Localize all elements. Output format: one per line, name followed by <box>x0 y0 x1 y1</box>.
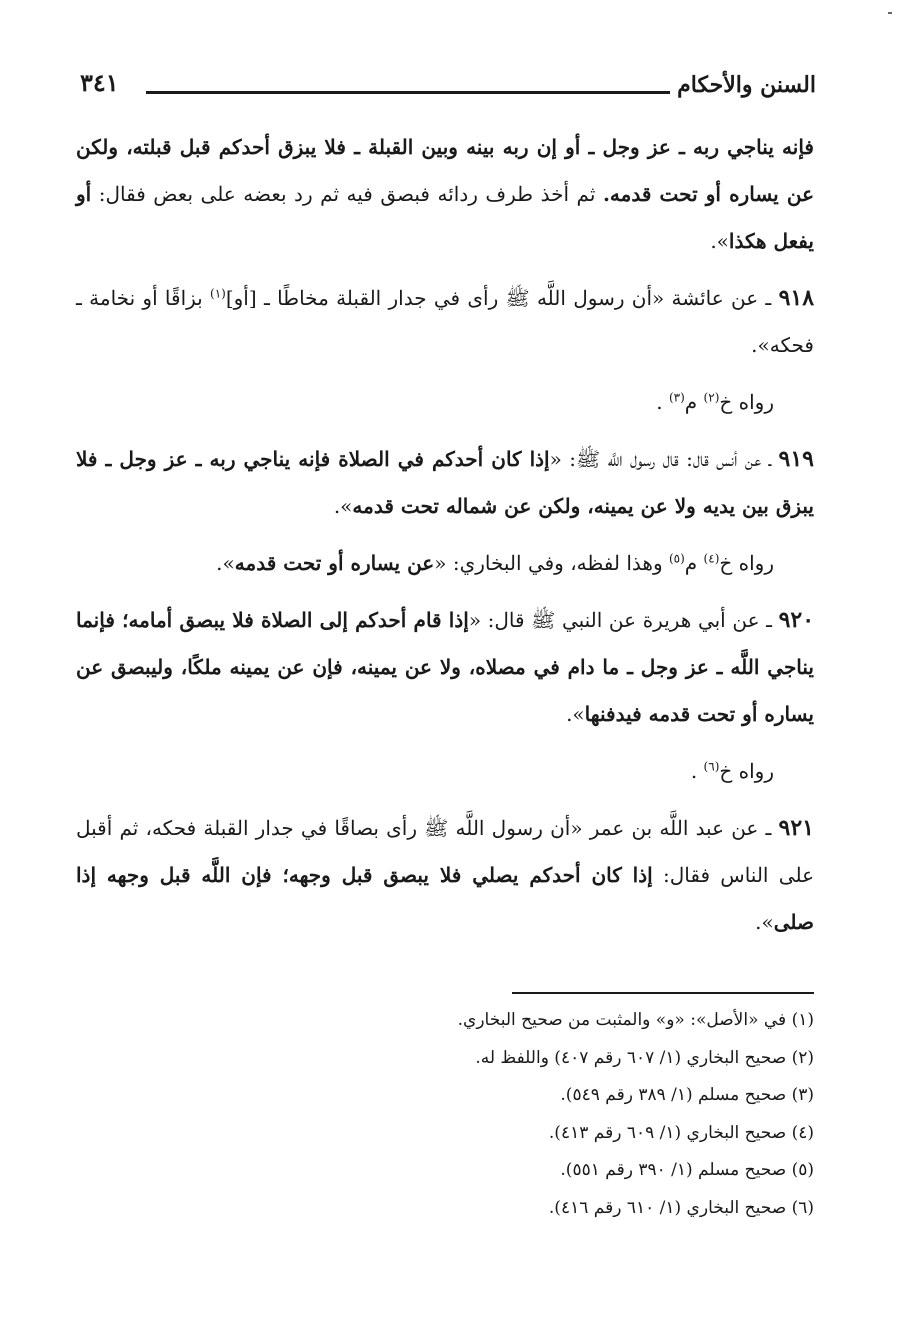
hadith-number: ٩٢٠ <box>778 607 815 633</box>
narration-text: رواه خ <box>719 551 774 575</box>
scan-mark <box>888 12 892 14</box>
hadith-end: ». <box>710 229 729 253</box>
running-header <box>80 66 816 106</box>
hadith-text-bold: فإنه يناجي ربه ـ عز وجل ـ أو إن ربه بينه وبين القبلة ـ فلا يبزق أحدكم قبل قبلته، ولكن عن يساره أو تحت قدمه. <box>76 135 814 206</box>
hadith-text: بزاقًا أو نخامة ـ فحكه». <box>76 286 814 357</box>
footnote-ref: (١) <box>210 286 226 301</box>
hadith-text: ـ عن عبد اللَّه بن عمر «أن رسول اللَّه ﷺ رأى بصاقًا في جدار القبلة فحكه، ثم أقبل على الناس فقال: <box>76 816 814 887</box>
hadith-918 <box>76 275 814 369</box>
header-rule <box>146 91 670 94</box>
page-number: ٣٤١ <box>80 68 119 97</box>
footnote: (١) في «الأصل»: «و» والمثبت من صحيح البخاري. <box>457 1010 814 1030</box>
hadith-text-bold: إذا كان أحدكم يصلي فلا يبصق قبل وجهه؛ فإن اللَّه قبل وجهه إذا صلى <box>76 863 814 934</box>
hadith-text: ـ عن عائشة «أن رسول اللَّه ﷺ رأى في جدار القبلة مخاطًا ـ [أو] <box>225 286 779 310</box>
hadith-921: ٩٢١ ـ عن عبد اللَّه بن عمر «أن رسول اللَّه ﷺ رأى بصاقًا في جدار القبلة فحكه، ثم أقبل على الناس فقال: إذا كان أحدكم يصلي فلا يبصق قبل وجهه؛ فإن اللَّه قبل وجهه إذا صلى». <box>76 815 814 934</box>
hadith-text: ثم أخذ طرف ردائه فبصق فيه ثم رد بعضه على بعض فقال: <box>91 182 603 206</box>
hadith-text: ـ عن أنس قال: قال رسول اللَّه ﷺ: « <box>549 447 779 471</box>
narration-918: رواه خ$^{(٢)}$ م$^{(٣)}$ . <box>656 390 774 414</box>
paragraph-continuation <box>76 124 814 265</box>
hadith-text-bold: أو يفعل هكذا <box>76 182 814 253</box>
footnote: (٦) صحيح البخاري (١/ ٦١٠ رقم ٤١٦). <box>548 1197 814 1218</box>
hadith-number: ٩١٨ <box>778 285 815 311</box>
narration-text: رواه خ <box>719 759 774 783</box>
hadith-text-bold: إذا كان أحدكم في الصلاة فإنه يناجي ربه ـ عز وجل ـ فلا يبزق بين يديه ولا عن يمينه، ولكن عن شماله تحت قدمه <box>76 447 814 518</box>
hadith-text-bold: إذا قام أحدكم إلى الصلاة فلا يبصق أمامه؛ فإنما يناجي اللَّه ـ عز وجل ـ ما دام في مصلاه، ولا عن يمينه، فإن عن يمينه ملكًا، وليبصق عن يساره أو تحت قدمه فيدفنها <box>76 608 814 726</box>
hadith-number: ٩١٩ <box>778 446 814 472</box>
footnote-ref: (٢) <box>703 390 720 405</box>
narration-text: م <box>684 551 704 575</box>
main-text <box>76 124 814 956</box>
hadith-number: ٩٢١ <box>778 815 814 841</box>
footnote: (٤) صحيح البخاري (١/ ٦٠٩ رقم ٤١٣). <box>548 1122 814 1143</box>
footnote: (٣) صحيح مسلم (١/ ٣٨٩ رقم ٥٤٩). <box>560 1085 814 1105</box>
narration-text: وهذا لفظه، وفي البخاري: « <box>434 551 669 575</box>
footnote-ref: (٥) <box>668 551 685 566</box>
narration-text: م <box>684 390 704 414</box>
footnote: (٥) صحيح مسلم (١/ ٣٩٠ رقم ٥٥١). <box>560 1160 814 1180</box>
footnotes <box>214 1002 814 1227</box>
narration-text: رواه خ <box>719 390 774 414</box>
footnote: (٢) صحيح البخاري (١/ ٦٠٧ رقم ٤٠٧) واللفظ له. <box>475 1047 814 1068</box>
footnote-ref: (٣) <box>668 390 685 405</box>
hadith-920: ٩٢٠ ـ عن أبي هريرة عن النبي ﷺ قال: «إذا قام أحدكم إلى الصلاة فلا يبصق أمامه؛ فإنما يناجي اللَّه ـ عز وجل ـ ما دام في مصلاه، ولا عن يمينه، فإن عن يمينه ملكًا، وليبصق عن يساره أو تحت قدمه فيدفنها». <box>76 607 815 726</box>
footnote-ref: (٤) <box>703 551 720 566</box>
hadith-text: ـ عن أبي هريرة عن النبي ﷺ قال: « <box>468 608 779 632</box>
header-title: السنن والأحكام <box>677 72 816 98</box>
hadith-919: ٩١٩ ـ عن أنس قال: قال رسول اللَّه ﷺ: «إذا كان أحدكم في الصلاة فإنه يناجي ربه ـ عز وجل ـ فلا يبزق بين يديه ولا عن يمينه، ولكن عن شماله تحت قدمه». <box>76 446 814 518</box>
footnote-ref: (٦) <box>703 759 720 774</box>
footnote-rule <box>512 992 814 994</box>
narration-919: رواه خ$^{(٤)}$ م$^{(٥)}$ وهذا لفظه، وفي البخاري: «عن يساره أو تحت قدمه». <box>216 551 774 575</box>
narration-920: رواه خ$^{(٦)}$ . <box>690 759 774 783</box>
hadith-text-bold: عن يساره أو تحت قدمه <box>234 551 435 575</box>
